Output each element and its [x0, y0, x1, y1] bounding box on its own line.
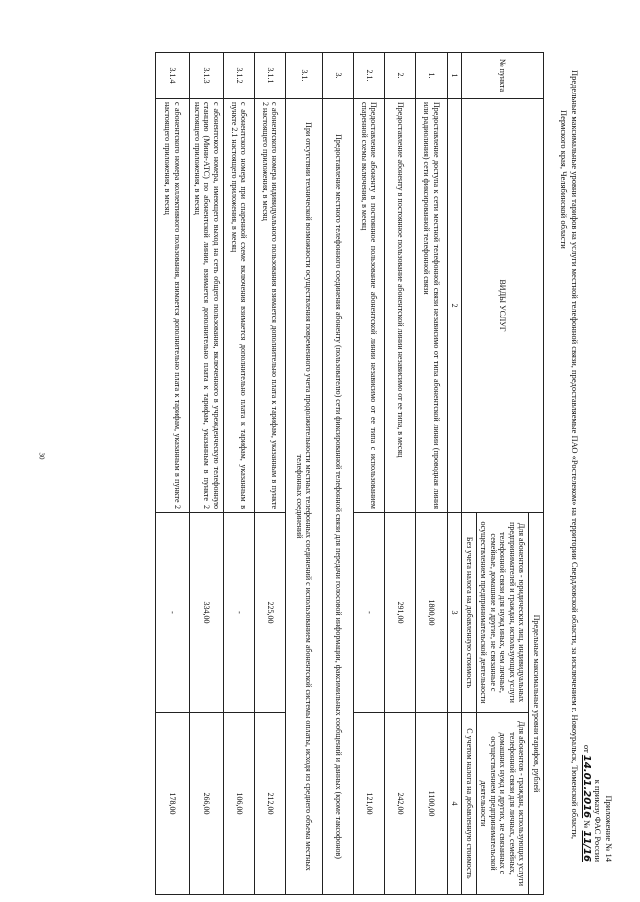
row-service-text: с абонентского номера, имеющего выход на сеть общего пользования, включенного в учрежденческую телефонную станцию (Мини-АТС) по абонентской линии, взимается дополнительно плата к тарифам, указанным в пункте 2 настоящего приложения, в месяц [190, 99, 224, 513]
appendix-line3 [581, 745, 592, 862]
document-title [558, 70, 580, 870]
header-levels: Предельные максимальные уровни тарифов, рублей [529, 513, 544, 895]
col-number-1: 1 [448, 53, 463, 99]
row-service-text: с абонентского номера индивидуального пользования взимается дополнительно плата к тарифам, указанным в пункте 2 настоящего приложения, в месяц [255, 99, 286, 513]
price-with-vat: 212,00 [255, 713, 286, 895]
price-without-vat: 334,00 [190, 513, 224, 713]
header-group-legal: Для абонентов - юридических лиц, индивидуальных предпринимателей и граждан, использующих услуги телефонной связи для нужд иных, чем личные, семейные, домашние и другие, не связанные с осуществлением предпринимательской деятельности [477, 513, 530, 713]
row-number: 2. [385, 53, 416, 99]
col-number-3: 3 [448, 513, 463, 713]
price-with-vat: 266,00 [190, 713, 224, 895]
row-service-text: с абонентского номера коллективного пользования, взимается дополнительно плата к тарифам, указанным в пункте 2 настоящего приложения, в месяц [156, 99, 190, 513]
table-row [190, 53, 224, 895]
row-number: 3.1. [286, 53, 323, 99]
row-service-text: Предоставление доступа к сети местной телефонной связи независимо от типа абонентской линии (проводная линия или радиолиния) сети фиксированной телефонной связи [416, 99, 448, 513]
title-line1: Предельные максимальные уровни тарифов на услуги местной телефонной связи, предоставляемые ПАО «Ростелеком» на территории Свердловской области, за исключением г. Новоуральск, Тюменской области, [570, 70, 580, 840]
appendix-header [581, 745, 614, 862]
table-row [156, 53, 190, 895]
header-num: № пункта [462, 53, 544, 99]
title-line2: Пермского края, Челябинской области [559, 110, 569, 249]
row-service-text: с абонентского номера при спаренной схеме включения взимается дополнительно плата к тарифам, указанным в пункте 2.1 настоящего приложения, в месяц [224, 99, 255, 513]
appendix-number-prefix: № [582, 820, 592, 829]
row-number: 3.1.1 [255, 53, 286, 99]
appendix-date-prefix: от [582, 744, 592, 753]
page-number: 30 [37, 452, 46, 460]
row-number: 2.1. [354, 53, 385, 99]
header-group-citizens: Для абонентов - граждан, использующих услуги телефонной связи для личных, семейных, домашних нужд и других, не связанных с осуществлением предпринимательской деятельности [477, 713, 530, 895]
appendix-line2: к приказу ФАС России [593, 779, 603, 862]
table-row [224, 53, 255, 895]
row-service-text: Предоставление местного телефонного соединения абоненту (пользователю) сети фиксированной телефонной связи для передачи голосовой информации, факсимильных сообщений и данных (кроме таксофонов) [323, 99, 354, 895]
price-with-vat: 106,00 [224, 713, 255, 895]
table-row [385, 53, 416, 895]
header-services: ВИДЫ УСЛУГ [462, 99, 544, 513]
table-row [286, 53, 323, 895]
row-number: 3.1.2 [224, 53, 255, 99]
price-without-vat: 1800,00 [416, 513, 448, 713]
price-without-vat: - [156, 513, 190, 713]
appendix-line1: Приложение № 14 [604, 795, 614, 862]
table-row [323, 53, 354, 895]
price-with-vat: 121,00 [354, 713, 385, 895]
header-with-vat: С учетом налога на добавленную стоимость [462, 713, 477, 895]
table-row [354, 53, 385, 895]
row-service-text: Предоставление абоненту в постоянное пользование абонентской линии независимо от ее типа с использованием спаренной схемы включения, в месяц [354, 99, 385, 513]
price-without-vat: - [224, 513, 255, 713]
price-with-vat: 242,00 [385, 713, 416, 895]
header-without-vat: Без учета налога на добавленную стоимость [462, 513, 477, 713]
price-without-vat: - [354, 513, 385, 713]
table-row [255, 53, 286, 895]
tariff-table [155, 52, 544, 895]
col-number-2: 2 [448, 99, 463, 513]
price-with-vat: 1100,00 [416, 713, 448, 895]
row-number: 3. [323, 53, 354, 99]
row-number: 3.1.4 [156, 53, 190, 99]
price-without-vat: 225,00 [255, 513, 286, 713]
price-without-vat: 291,00 [385, 513, 416, 713]
row-number: 1. [416, 53, 448, 99]
appendix-date: 14.01.2016 [581, 754, 592, 819]
table-row [416, 53, 448, 895]
column-number-row [448, 53, 463, 895]
header-row-1 [529, 53, 544, 895]
row-number: 3.1.3 [190, 53, 224, 99]
row-service-text: Предоставление абоненту в постоянное пользование абонентской линии независимо от ее типа, в месяц [385, 99, 416, 513]
row-service-text: При отсутствии технической возможности осуществления повременного учета продолжительности местных телефонных соединений с использованием абонентской системы оплаты, исходя из среднего объема местных телефонных соединений [286, 99, 323, 895]
price-with-vat: 178,00 [156, 713, 190, 895]
appendix-number: 11/16 [581, 830, 592, 862]
col-number-4: 4 [448, 713, 463, 895]
